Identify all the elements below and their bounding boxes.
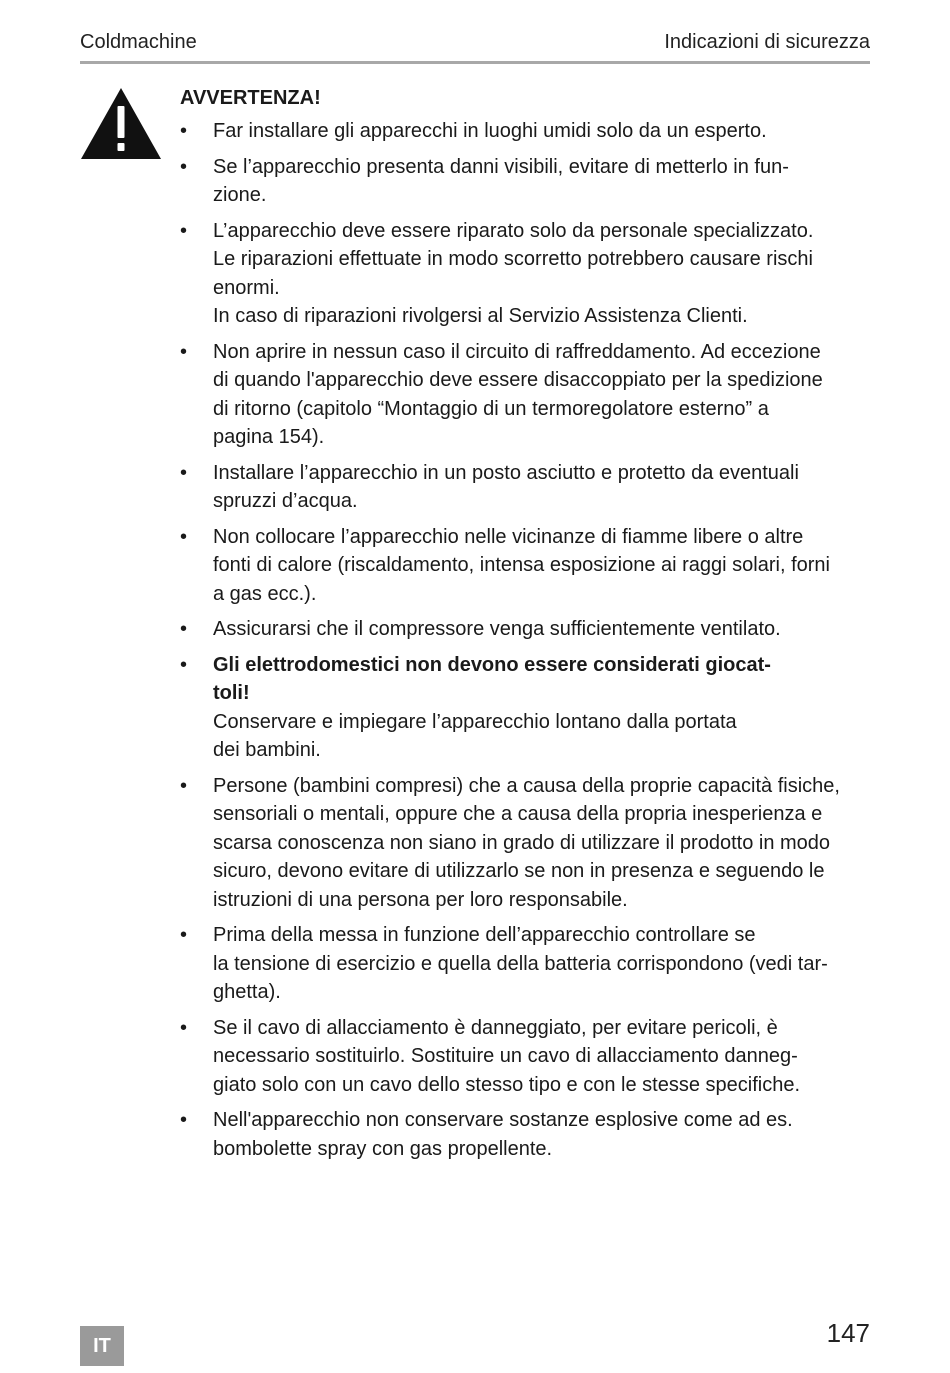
warning-item-line: Non collocare l’apparecchio nelle vicinanze di fiamme libere o altre: [213, 525, 804, 548]
warning-item-line: In caso di riparazioni rivolgersi al Servizio Assistenza Clienti.: [213, 305, 748, 327]
warning-item-line: necessario sostituirlo. Sostituire un cavo di allacciamento danneg-: [213, 1045, 798, 1067]
warning-list-item: [180, 1014, 875, 1100]
warning-item-bold-line: Gli elettrodomestici non devono essere considerati giocat-: [213, 653, 771, 676]
warning-item-line: Se il cavo di allacciamento è danneggiato, per evitare pericoli, è: [213, 1016, 778, 1039]
warning-list-item: [180, 153, 875, 210]
warning-list-item: [180, 117, 875, 146]
warning-item-line: di ritorno (capitolo “Montaggio di un termoregolatore esterno” a: [213, 397, 769, 420]
warning-list-item: [180, 338, 875, 452]
bullet-icon: •: [180, 219, 188, 242]
warning-title: AVVERTENZA!: [180, 87, 321, 109]
warning-item-line: Conservare e impiegare l’apparecchio lontano dalla portata: [213, 710, 737, 733]
warning-item-line: istruzioni di una persona per loro responsabile.: [213, 888, 628, 911]
bullet-icon: •: [180, 774, 188, 797]
warning-item-line: a gas ecc.).: [213, 582, 317, 605]
warning-item-line: Se l’apparecchio presenta danni visibili, evitare di metterlo in fun-: [213, 155, 789, 178]
warning-item-line: Nell'apparecchio non conservare sostanze esplosive come ad es.: [213, 1109, 793, 1131]
warning-list-item: [180, 772, 875, 915]
document-title: Coldmachine: [80, 31, 197, 53]
warning-item-line: enormi.: [213, 276, 280, 299]
warning-list: [180, 117, 875, 1163]
warning-item-line: Prima della messa in funzione dell’apparecchio controllare se: [213, 924, 756, 946]
bullet-icon: •: [180, 340, 188, 363]
warning-item-line: sensoriali o mentali, oppure che a causa della propria inesperienza e: [213, 803, 823, 825]
warning-item-line: zione.: [213, 184, 267, 206]
warning-list-item: [180, 459, 875, 516]
warning-list-item: [180, 217, 875, 331]
bullet-icon: •: [180, 155, 188, 178]
warning-item-line: pagina 154).: [213, 426, 325, 448]
warning-list-item: [180, 615, 875, 644]
warning-list-item: [180, 921, 875, 1007]
warning-item-line: di quando l'apparecchio deve essere disaccoppiato per la spedizione: [213, 369, 823, 391]
warning-list-item: [180, 1106, 875, 1163]
warning-item-line: Far installare gli apparecchi in luoghi umidi solo da un esperto.: [213, 120, 767, 142]
section-title: Indicazioni di sicurezza: [664, 31, 870, 53]
warning-item-line: Persone (bambini compresi) che a causa della proprie capacità fisiche,: [213, 774, 840, 797]
warning-item-line: bombolette spray con gas propellente.: [213, 1137, 553, 1160]
warning-item-line: sicuro, devono evitare di utilizzarlo se non in presenza e seguendo le: [213, 860, 825, 882]
warning-item-line: scarsa conoscenza non siano in grado di utilizzare il prodotto in modo: [213, 831, 831, 854]
bullet-icon: •: [180, 525, 188, 548]
warning-list-item: [180, 523, 875, 609]
warning-item-line: Installare l’apparecchio in un posto asciutto e protetto da eventuali: [213, 461, 799, 484]
bullet-icon: •: [180, 1016, 188, 1039]
warning-item-line: Non aprire in nessun caso il circuito di raffreddamento. Ad eccezione: [213, 340, 821, 363]
warning-item-line: la tensione di esercizio e quella della batteria corrispondono (vedi tar-: [213, 952, 828, 975]
header-divider: [80, 61, 870, 64]
warning-triangle-icon: [80, 86, 162, 160]
warning-item-line: dei bambini.: [213, 739, 321, 761]
warning-item-line: spruzzi d’acqua.: [213, 490, 358, 512]
language-badge: IT: [80, 1326, 124, 1366]
warning-item-bold-line: toli!: [213, 682, 250, 704]
bullet-icon: •: [180, 461, 188, 484]
warning-item-line: fonti di calore (riscaldamento, intensa esposizione ai raggi solari, forni: [213, 554, 830, 576]
page-header: [80, 31, 870, 61]
warning-item-line: L’apparecchio deve essere riparato solo da personale specializzato.: [213, 219, 814, 242]
bullet-icon: •: [180, 924, 188, 946]
warning-item-line: giato solo con un cavo dello stesso tipo e con le stesse specifiche.: [213, 1073, 801, 1096]
warning-item-line: ghetta).: [213, 981, 281, 1003]
bullet-icon: •: [180, 120, 188, 142]
page-number: 147: [826, 1318, 870, 1348]
bullet-icon: •: [180, 1109, 188, 1131]
bullet-icon: •: [180, 618, 188, 640]
warning-item-line: Le riparazioni effettuate in modo scorretto potrebbero causare rischi: [213, 248, 813, 270]
warning-list-item: [180, 651, 875, 765]
warning-section: [180, 84, 875, 1170]
warning-item-line: Assicurarsi che il compressore venga sufficientemente ventilato.: [213, 618, 781, 640]
bullet-icon: •: [180, 653, 188, 676]
